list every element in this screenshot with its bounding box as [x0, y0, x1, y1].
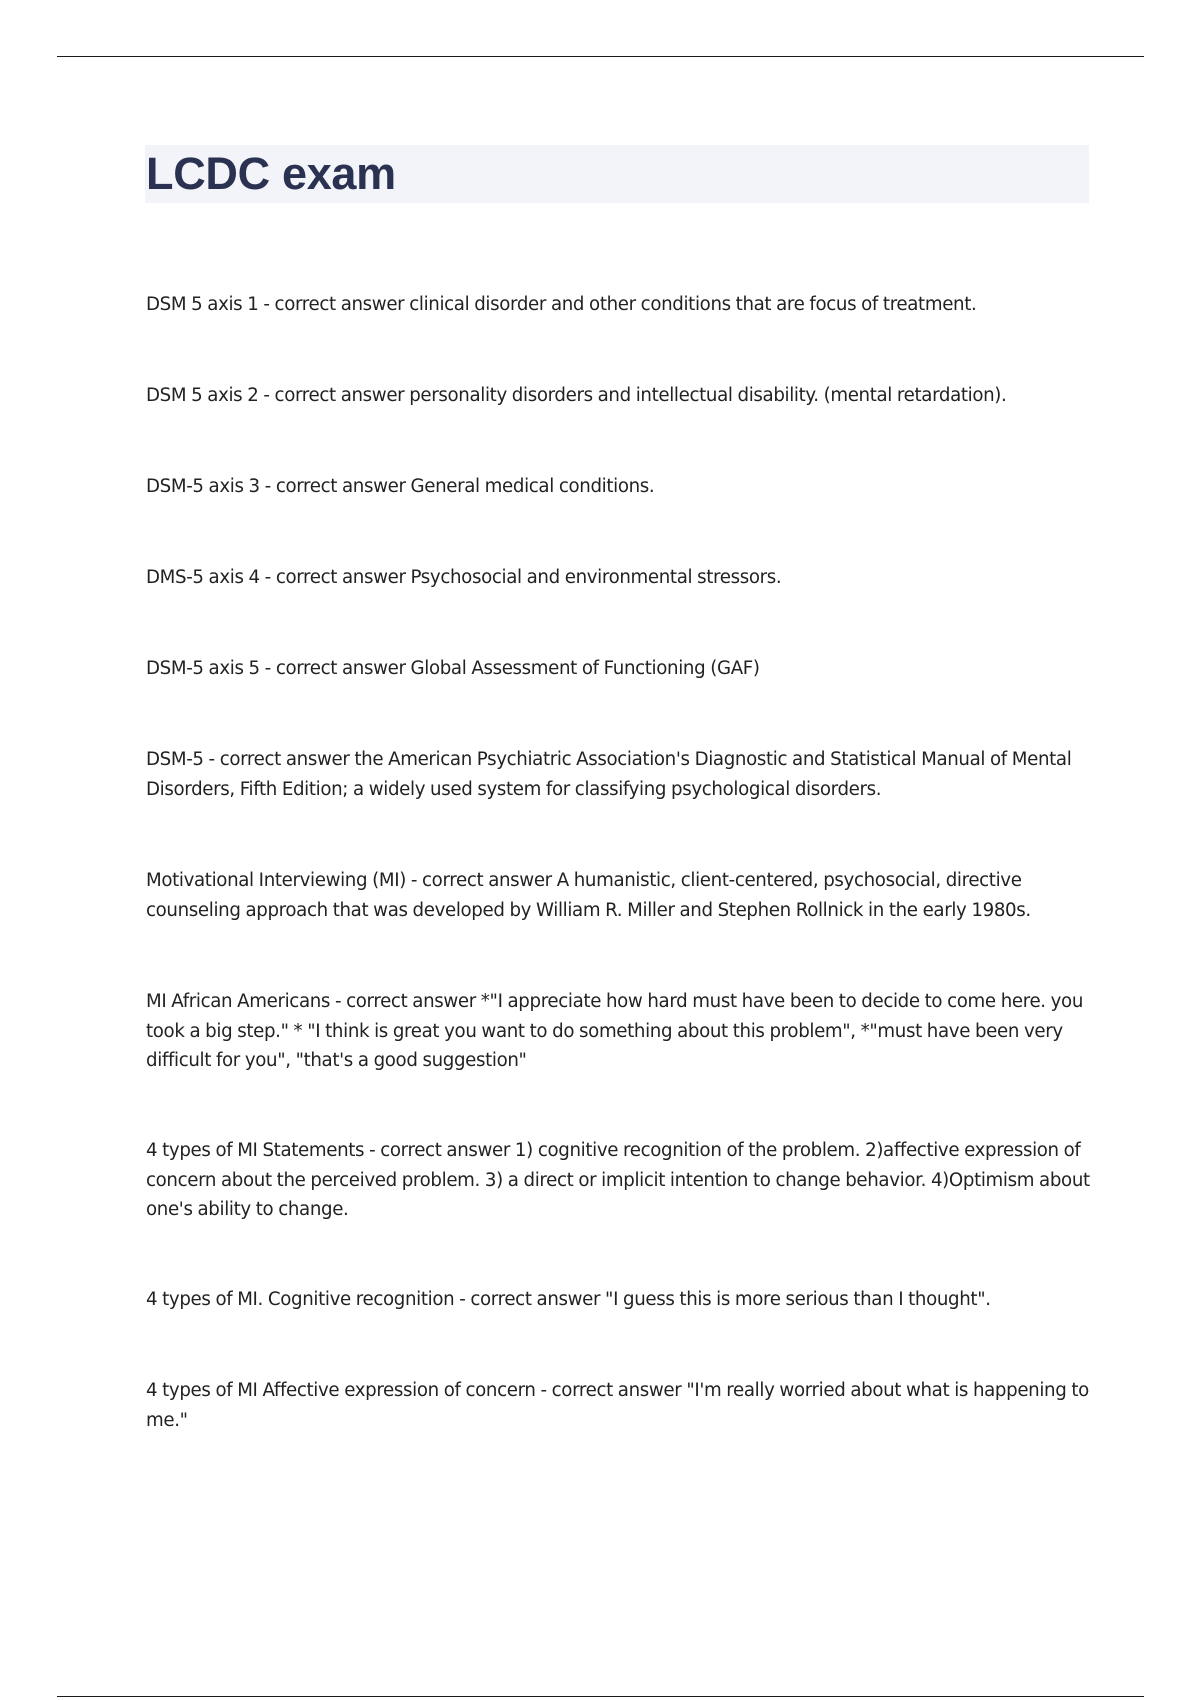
- flashcard-entry: DSM-5 axis 3 - correct answer General medical conditions.: [146, 476, 655, 497]
- flashcard-entry: Motivational Interviewing (MI) - correct answer A humanistic, client-centered, psychosocial, directive counseling approach that was developed by William R. Miller and Stephen Rollnick in the early 1980s.: [146, 870, 1031, 921]
- flashcard-entry: DSM-5 axis 5 - correct answer Global Assessment of Functioning (GAF): [146, 658, 760, 679]
- flashcard-entry: DSM 5 axis 2 - correct answer personality disorders and intellectual disability. (mental retardation).: [146, 385, 1007, 406]
- flashcard-entry: DMS-5 axis 4 - correct answer Psychosocial and environmental stressors.: [146, 567, 782, 588]
- flashcard-entry: MI African Americans - correct answer *"I appreciate how hard must have been to decide to come here. you took a big step." * "I think is great you want to do something about this problem", *"must have been very difficult for you", "that's a good suggestion": [146, 991, 1084, 1071]
- page-title: LCDC exam: [146, 148, 396, 199]
- bottom-divider: [57, 1696, 1144, 1697]
- flashcard-entry: 4 types of MI Statements - correct answer 1) cognitive recognition of the problem. 2)affective expression of concern about the perceived problem. 3) a direct or implicit intention to change behavior. 4)Optimism about one's ability to change.: [146, 1140, 1090, 1220]
- top-divider: [57, 56, 1144, 57]
- flashcard-entry: 4 types of MI Affective expression of concern - correct answer "I'm really worried about what is happening to me.": [146, 1380, 1089, 1431]
- flashcard-entry: DSM 5 axis 1 - correct answer clinical disorder and other conditions that are focus of treatment.: [146, 294, 977, 315]
- flashcard-entry: 4 types of MI. Cognitive recognition - correct answer "I guess this is more serious than I thought".: [146, 1289, 991, 1310]
- flashcard-entry: DSM-5 - correct answer the American Psychiatric Association's Diagnostic and Statistical Manual of Mental Disorders, Fifth Edition; a widely used system for classifying psychological disorders.: [146, 749, 1072, 800]
